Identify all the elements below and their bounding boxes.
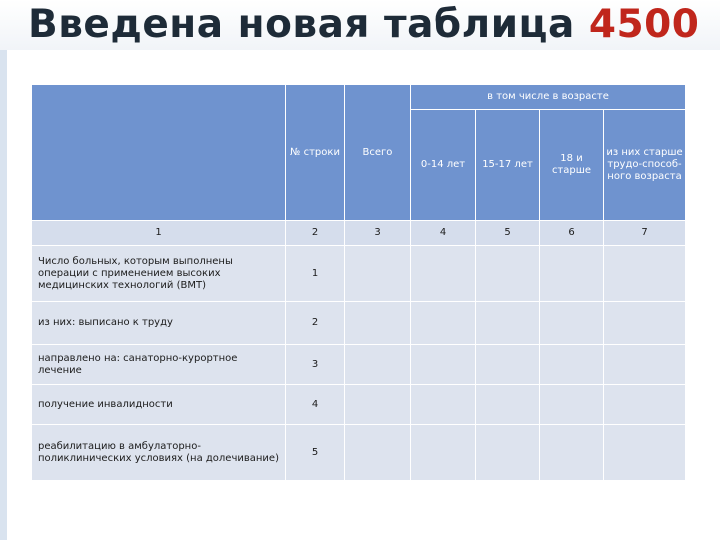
header-row-group	[32, 85, 686, 110]
empty-cell	[476, 302, 540, 345]
table-row	[32, 345, 686, 385]
row-number: 2	[286, 302, 345, 345]
empty-cell	[540, 425, 604, 481]
header-row-number: № строки	[286, 85, 345, 221]
table-row	[32, 302, 686, 345]
empty-cell	[604, 425, 686, 481]
column-number-row	[32, 221, 686, 246]
row-number: 3	[286, 345, 345, 385]
empty-cell	[476, 345, 540, 385]
row-label: реабилитацию в амбулаторно-поликлинических условиях (на долечивание)	[32, 425, 286, 481]
table-row	[32, 246, 686, 302]
row-label: получение инвалидности	[32, 385, 286, 425]
empty-cell	[411, 385, 476, 425]
empty-cell	[411, 345, 476, 385]
title-bar	[0, 0, 720, 50]
empty-cell	[476, 385, 540, 425]
empty-cell	[540, 302, 604, 345]
empty-cell	[604, 302, 686, 345]
row-label: из них: выписано к труду	[32, 302, 286, 345]
empty-cell	[604, 385, 686, 425]
column-number: 4	[411, 221, 476, 246]
empty-cell	[411, 246, 476, 302]
header-age-0-14: 0-14 лет	[411, 110, 476, 221]
empty-cell	[540, 246, 604, 302]
slide-title	[28, 2, 699, 48]
table-row	[32, 385, 686, 425]
column-number: 2	[286, 221, 345, 246]
column-number: 6	[540, 221, 604, 246]
title-number: 4500	[588, 2, 700, 47]
row-number: 1	[286, 246, 345, 302]
empty-cell	[476, 246, 540, 302]
empty-cell	[345, 385, 411, 425]
header-age-group: в том числе в возрасте	[411, 85, 686, 110]
empty-cell	[476, 425, 540, 481]
header-age-18-plus: 18 и старше	[540, 110, 604, 221]
header-over-working-age: из них старше трудо-способ-ного возраста	[604, 110, 686, 221]
form-table	[31, 84, 686, 481]
column-number: 1	[32, 221, 286, 246]
empty-cell	[411, 425, 476, 481]
empty-cell	[345, 302, 411, 345]
column-number: 3	[345, 221, 411, 246]
empty-cell	[345, 425, 411, 481]
column-number: 7	[604, 221, 686, 246]
left-decor-stripe	[0, 50, 7, 540]
empty-cell	[411, 302, 476, 345]
empty-cell	[540, 385, 604, 425]
column-number: 5	[476, 221, 540, 246]
row-number: 4	[286, 385, 345, 425]
header-total: Всего	[345, 85, 411, 221]
table-row	[32, 425, 686, 481]
empty-cell	[604, 345, 686, 385]
row-label: направлено на: санаторно-курортное лечение	[32, 345, 286, 385]
empty-cell	[345, 345, 411, 385]
empty-cell	[604, 246, 686, 302]
row-number: 5	[286, 425, 345, 481]
title-text: Введена новая таблица	[28, 2, 575, 47]
empty-cell	[540, 345, 604, 385]
empty-cell	[345, 246, 411, 302]
header-age-15-17: 15-17 лет	[476, 110, 540, 221]
header-blank-cell	[32, 85, 286, 221]
row-label: Число больных, которым выполнены операции с применением высоких медицинских технологий (ВМТ)	[32, 246, 286, 302]
